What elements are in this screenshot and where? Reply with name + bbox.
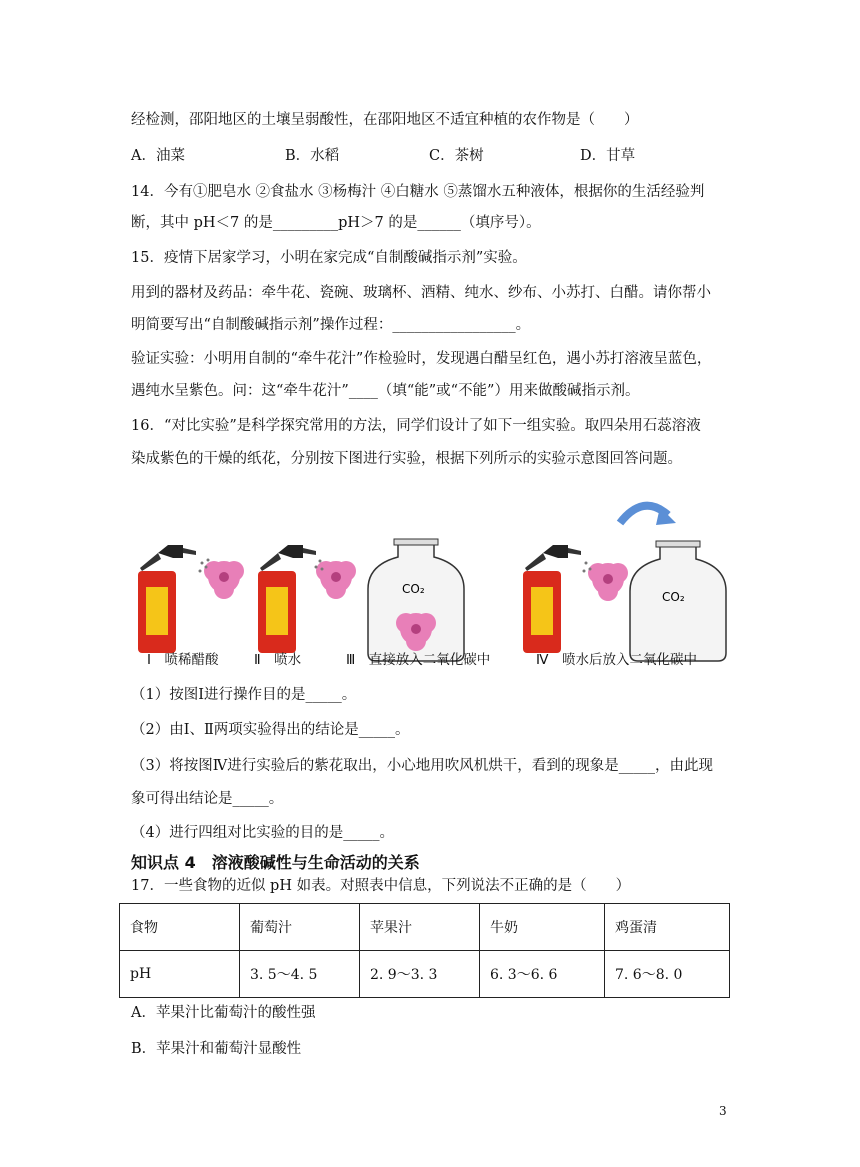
question-15-line5: 遇纯水呈紫色。问：这“牵牛花汁”____（填“能”或“不能”）用来做酸碱指示剂。 bbox=[131, 383, 640, 399]
flower-icon bbox=[316, 561, 356, 599]
flower-icon bbox=[204, 561, 244, 599]
spray-bottle-icon bbox=[138, 545, 196, 653]
question-15-line1: 15．疫情下居家学习，小明在家完成“自制酸碱指示剂”实验。 bbox=[131, 250, 527, 266]
question-14-line1: 14．今有①肥皂水 ②食盐水 ③杨梅汁 ④白糖水 ⑤蒸馏水五种液体，根据你的生活经验判 bbox=[131, 184, 705, 200]
figure-caption-4: Ⅳ 喷水后放入二氧化碳中 bbox=[536, 652, 697, 668]
question-15-line3: 明简要写出“自制酸碱指示剂”操作过程：_________________。 bbox=[131, 317, 531, 333]
question-17-option-b: B．苹果汁和葡萄汁显酸性 bbox=[131, 1041, 302, 1057]
question-15-line2: 用到的器材及药品：牵牛花、瓷碗、玻璃杯、酒精、纯水、纱布、小苏打、白醋。请你帮小 bbox=[131, 285, 711, 301]
table-cell: 3. 5～4. 5 bbox=[240, 951, 360, 998]
question-16-sub2: （2）由Ⅰ、Ⅱ两项实验得出的结论是_____。 bbox=[131, 722, 410, 738]
table-cell: 6. 3～6. 6 bbox=[480, 951, 605, 998]
question-15-line4: 验证实验：小明用自制的“牵牛花汁”作检验时，发现遇白醋呈红色，遇小苏打溶液呈蓝色， bbox=[131, 351, 712, 367]
curved-arrow-icon bbox=[620, 506, 676, 525]
figure-caption-1: Ⅰ 喷稀醋酸 bbox=[147, 652, 219, 668]
question-16-line2: 染成紫色的干燥的纸花，分别按下图进行实验，根据下列所示的实验示意图回答问题。 bbox=[131, 451, 682, 467]
question-14-line2: 断，其中 pH＜7 的是_________pH＞7 的是______（填序号）。 bbox=[131, 215, 541, 231]
flower-icon bbox=[588, 563, 628, 601]
experiment-figure bbox=[128, 493, 728, 673]
spray-bottle-icon bbox=[523, 545, 581, 653]
table-cell: 鸡蛋清 bbox=[605, 904, 730, 951]
option-d: D．甘草 bbox=[580, 148, 636, 164]
table-row bbox=[120, 951, 730, 998]
table-cell: 苹果汁 bbox=[360, 904, 480, 951]
table-cell: 食物 bbox=[120, 904, 240, 951]
question-16-line1: 16．“对比实验”是科学探究常用的方法，同学们设计了如下一组实验。取四朵用石蕊溶液 bbox=[131, 418, 701, 434]
question-17-option-a: A．苹果汁比葡萄汁的酸性强 bbox=[131, 1005, 316, 1021]
question-13-stem: 经检测，邵阳地区的土壤呈弱酸性，在邵阳地区不适宜种植的农作物是（ ） bbox=[131, 112, 639, 128]
option-c: C．茶树 bbox=[429, 148, 484, 164]
ph-table bbox=[119, 903, 730, 998]
question-16-sub3-line1: （3）将按图Ⅳ进行实验后的紫花取出，小心地用吹风机烘干，看到的现象是_____，由此现 bbox=[131, 758, 713, 774]
option-b: B．水稻 bbox=[285, 148, 340, 164]
table-cell: 牛奶 bbox=[480, 904, 605, 951]
question-16-sub3-line2: 象可得出结论是_____。 bbox=[131, 791, 284, 807]
spray-bottle-icon bbox=[258, 545, 316, 653]
question-13-options bbox=[131, 146, 731, 166]
question-16-sub1: （1）按图Ⅰ进行操作目的是_____。 bbox=[131, 687, 357, 703]
table-cell: 葡萄汁 bbox=[240, 904, 360, 951]
option-a: A．油菜 bbox=[131, 148, 185, 164]
table-cell: 7. 6～8. 0 bbox=[605, 951, 730, 998]
question-16-sub4: （4）进行四组对比实验的目的是_____。 bbox=[131, 825, 394, 841]
figure-caption-2: Ⅱ 喷水 bbox=[254, 652, 302, 668]
page-number: 3 bbox=[719, 1104, 727, 1118]
co2-label: CO₂ bbox=[402, 582, 425, 596]
table-cell: 2. 9～3. 3 bbox=[360, 951, 480, 998]
figure-caption-3: Ⅲ 直接放入二氧化碳中 bbox=[346, 652, 491, 668]
co2-label: CO₂ bbox=[662, 590, 685, 604]
gas-jar-icon bbox=[630, 541, 726, 661]
question-17-stem: 17．一些食物的近似 pH 如表。对照表中信息，下列说法不正确的是（ ） bbox=[131, 878, 631, 894]
section-heading: 知识点 4 溶液酸碱性与生命活动的关系 bbox=[131, 853, 420, 872]
table-cell: pH bbox=[120, 951, 240, 998]
table-row bbox=[120, 904, 730, 951]
